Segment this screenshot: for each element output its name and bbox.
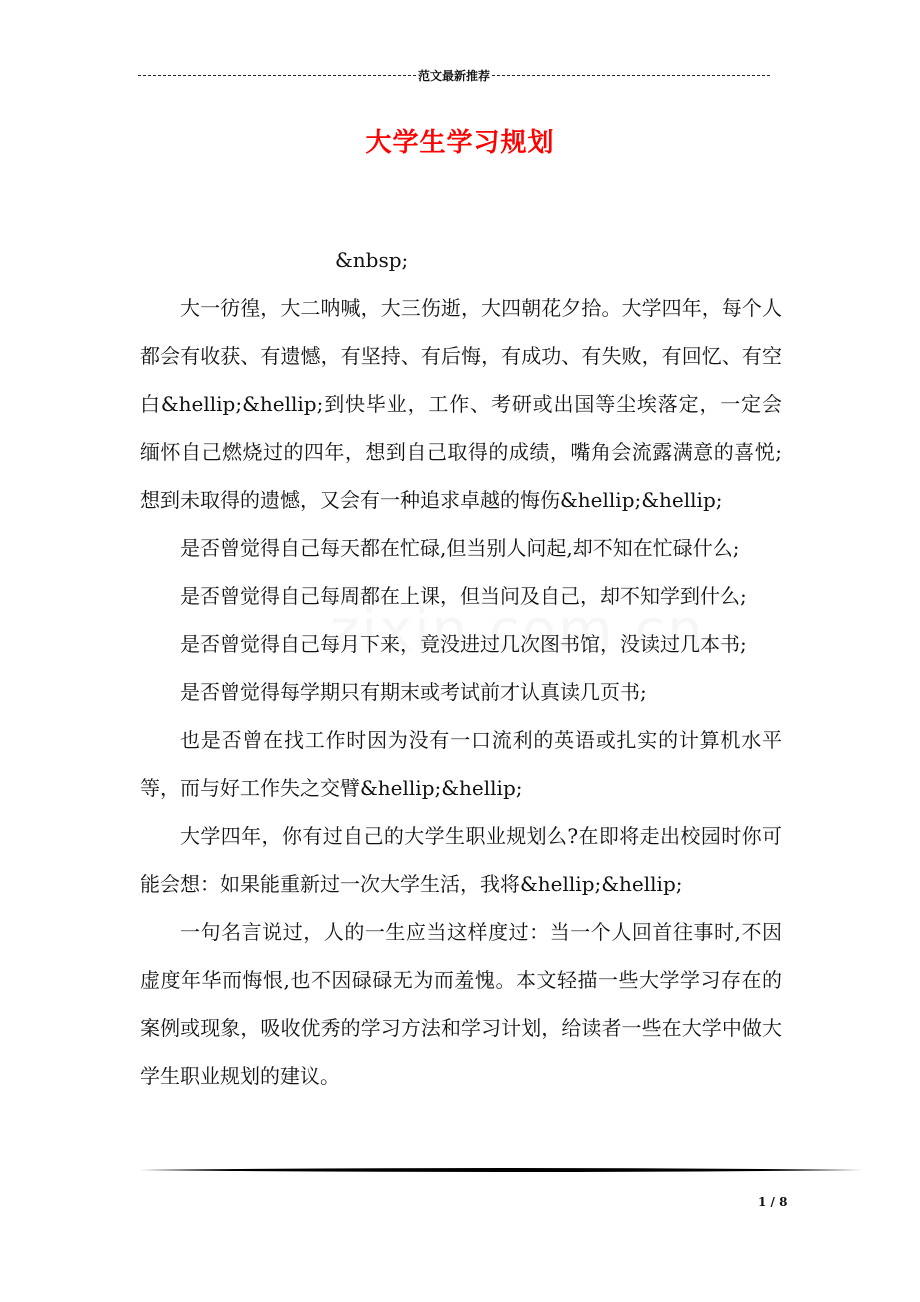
header-dash-right (492, 75, 770, 76)
header-label: 范文最新推荐 (418, 68, 491, 83)
page-number: 1 / 8 (758, 1195, 788, 1209)
paragraph: 一句名言说过，人的一生应当这样度过：当一个人回首往事时,不因虚度年华而悔恨,也不因碌碌无为而羞愧。本文轻描一些大学学习存在的案例或现象，吸收优秀的学习方法和学习计划，给读者一些在大学中做大学生职业规划的建议。 (140, 920, 782, 1088)
paragraph-nbsp: &nbsp; (335, 248, 409, 272)
paragraph: 是否曾觉得每学期只有期末或考试前才认真读几页书; (180, 680, 647, 704)
header-rule (138, 66, 770, 84)
paragraph: 大一彷徨，大二呐喊，大三伤逝，大四朝花夕拾。大学四年，每个人都会有收获、有遗憾，有坚持、有后悔，有成功、有失败，有回忆、有空白&hellip;&hellip;到快毕业，工作、考研或出国等尘埃落定，一定会缅怀自己燃烧过的四年，想到自己取得的成绩，嘴角会流露满意的喜悦;想到未取得的遗憾，又会有一种追求卓越的悔伤&hellip;&hellip; (140, 296, 782, 512)
paragraph: 大学四年，你有过自己的大学生职业规划么?在即将走出校园时你可能会想：如果能重新过一次大学生活，我将&hellip;&hellip; (140, 824, 782, 896)
paragraph: 也是否曾在找工作时因为没有一口流利的英语或扎实的计算机水平等，而与好工作失之交臂&hellip;&hellip; (140, 728, 782, 800)
header-dash-left (138, 75, 416, 76)
footer-divider (140, 1165, 862, 1175)
document-body (140, 236, 782, 1100)
paragraph: 是否曾觉得自己每周都在上课，但当问及自己，却不知学到什么; (180, 584, 747, 608)
paragraph: 是否曾觉得自己每天都在忙碌,但当别人问起,却不知在忙碌什么; (180, 536, 740, 560)
document-title: 大学生学习规划 (365, 128, 555, 158)
paragraph: 是否曾觉得自己每月下来，竟没进过几次图书馆，没读过几本书; (180, 632, 747, 656)
